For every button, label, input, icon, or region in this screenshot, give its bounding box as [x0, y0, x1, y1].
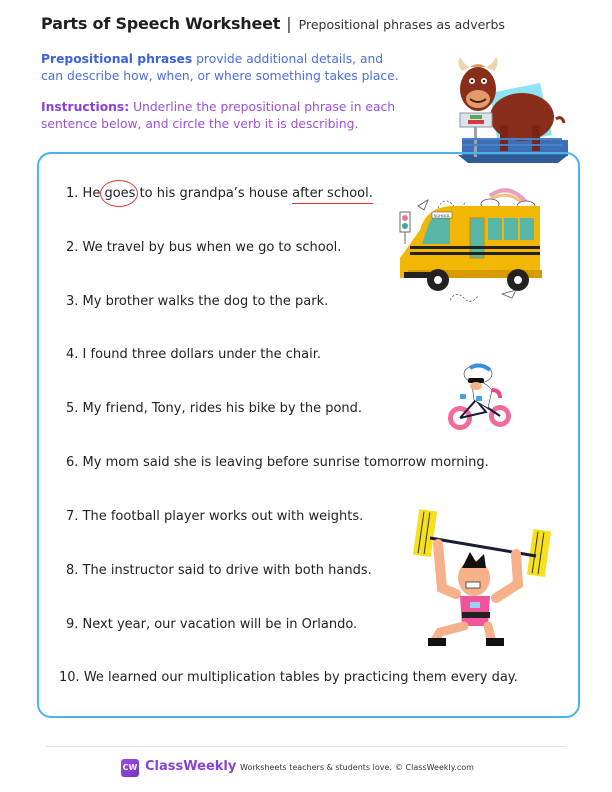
footer-copyright: © ClassWeekly.com [395, 763, 474, 772]
question-1 [66, 186, 373, 201]
circled-verb: goes [104, 186, 136, 201]
weightlifter-illustration [408, 508, 556, 646]
question-number: 10. [59, 670, 80, 685]
question-number: 9. [66, 617, 79, 632]
title-separator: | [286, 14, 292, 33]
question-text: I found three dollars under the chair. [82, 347, 321, 362]
worksheet-title: Parts of Speech Worksheet [41, 14, 281, 33]
question-number: 5. [66, 401, 79, 416]
definition-text: provide additional details, and can describe how, when, or where something takes place. [41, 52, 399, 83]
question-7 [66, 509, 363, 524]
question-text: We learned our multiplication tables by practicing them every day. [83, 670, 518, 685]
school-bus-illustration [390, 182, 550, 312]
question-text: My brother walks the dog to the park. [82, 294, 329, 309]
question-3 [66, 294, 328, 309]
question-text: The instructor said to drive with both hands. [82, 563, 372, 578]
question-text: to his grandpa’s house [135, 186, 293, 201]
question-text: The football player works out with weights. [82, 509, 364, 524]
footer-tagline: Worksheets teachers & students love. [240, 763, 392, 772]
instructions-paragraph [41, 99, 411, 133]
question-8 [66, 563, 372, 578]
question-5 [66, 401, 362, 416]
svg-text:SCHOOL: SCHOOL [433, 213, 451, 218]
worksheet-subtitle: Prepositional phrases as adverbs [298, 17, 505, 32]
question-10 [59, 670, 518, 685]
question-text: He [82, 186, 105, 201]
question-number: 6. [66, 455, 79, 470]
question-number: 2. [66, 240, 79, 255]
instructions-label: Instructions: [41, 100, 130, 114]
cyclist-illustration [446, 360, 512, 436]
question-text: My mom said she is leaving before sunrise tomorrow morning. [82, 455, 489, 470]
question-9 [66, 617, 357, 632]
worksheet-header [41, 14, 505, 33]
question-number: 3. [66, 294, 79, 309]
question-number: 1. [66, 186, 79, 201]
question-number: 7. [66, 509, 79, 524]
question-number: 8. [66, 563, 79, 578]
definition-paragraph [41, 51, 401, 85]
footer-divider [46, 746, 566, 747]
question-number: 4. [66, 347, 79, 362]
question-2 [66, 240, 341, 255]
question-text: We travel by bus when we go to school. [82, 240, 342, 255]
bull-on-scale-illustration [440, 55, 570, 167]
instructions-text: Underline the prepositional phrase in each sentence below, and circle the verb it is describing. [41, 100, 396, 131]
underlined-phrase: after school. [292, 186, 373, 204]
definition-term: Prepositional phrases [41, 52, 193, 66]
question-6 [66, 455, 489, 470]
question-4 [66, 347, 321, 362]
question-text: Next year, our vacation will be in Orlando. [82, 617, 358, 632]
question-text: My friend, Tony, rides his bike by the pond. [82, 401, 363, 416]
brand-name: ClassWeekly [145, 759, 237, 774]
footer [0, 756, 612, 780]
classweekly-logo-icon: CW [121, 759, 139, 777]
